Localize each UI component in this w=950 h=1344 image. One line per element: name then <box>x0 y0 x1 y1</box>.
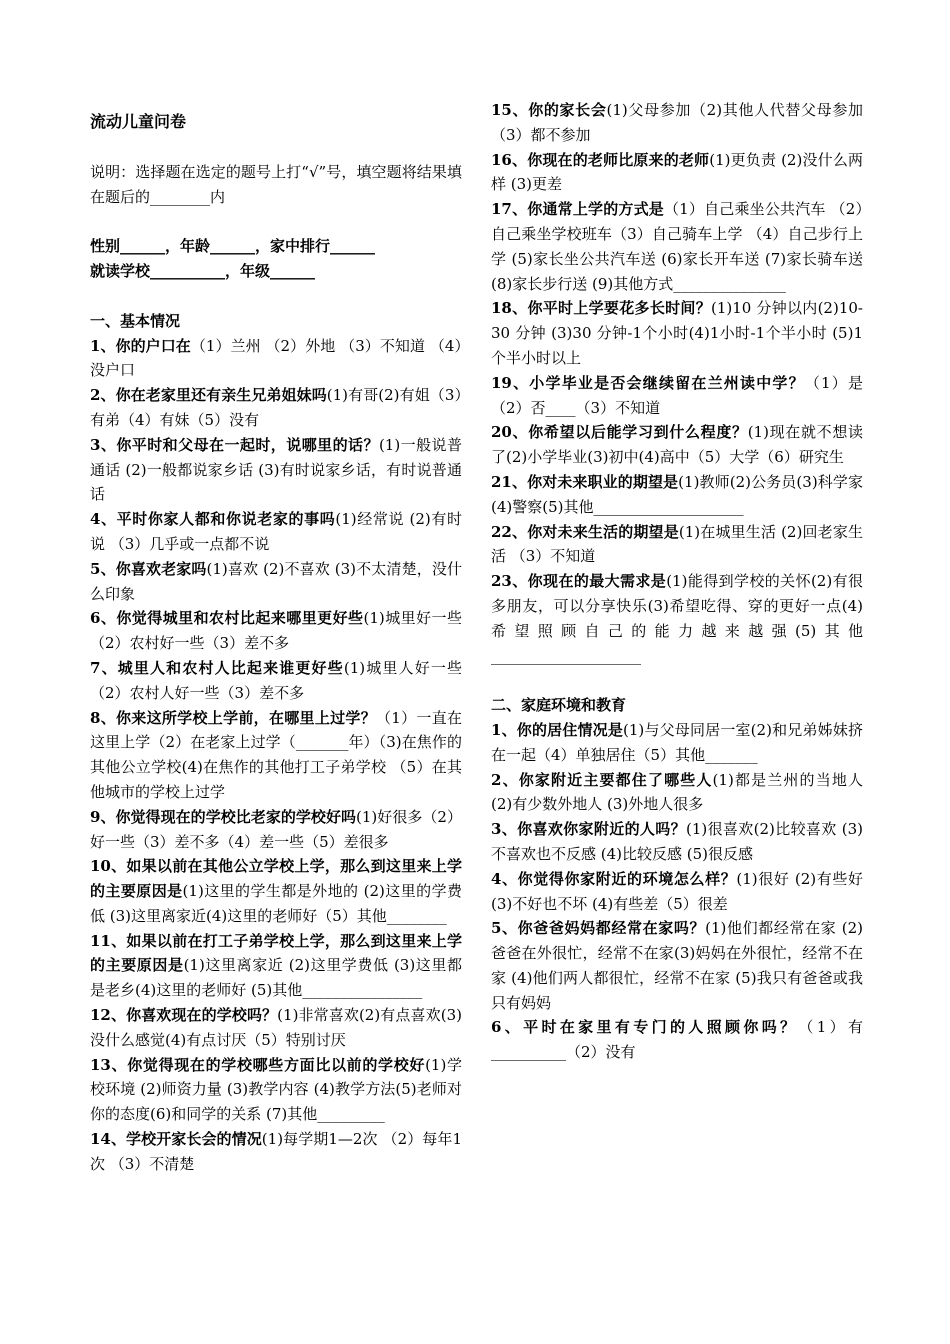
question-22 <box>491 520 863 570</box>
question-options: （1）自己乘坐公共汽车 （2）自己乘坐学校班车（3）自己骑车上学 （4）自己步行上学 (5)家长坐公共汽车送 (6)家长开车送 (7)家长骑车送 (8)家长步行送 (9)其他方式_______________ <box>491 200 863 293</box>
question-21 <box>491 470 863 520</box>
question-options: (1)喜欢 (2)不喜欢 (3)不太清楚，没什么印象 <box>90 559 462 603</box>
question-12 <box>90 1003 462 1053</box>
question-text: 2、你家附近主要都住了哪些人 <box>491 770 713 789</box>
question-text: 8、你来这所学校上学前，在哪里上过学？ <box>90 708 376 727</box>
question-text: 14、学校开家长会的情况 <box>90 1130 262 1149</box>
question-text: 4、平时你家人都和你说老家的事吗 <box>90 510 336 529</box>
question-4 <box>90 507 462 557</box>
family-question-6 <box>491 1015 863 1065</box>
question-9 <box>90 805 462 855</box>
question-text: 21、你对未来职业的期望是 <box>491 472 679 491</box>
question-options: (1)城里好一些（2）农村好一些（3）差不多 <box>90 609 462 653</box>
question-text: 17、你通常上学的方式是 <box>491 200 664 219</box>
instructions: 说明：选择题在选定的题号上打“√”号，填空题将结果填在题后的________内 <box>90 162 462 206</box>
question-options: (1)他们都经常在家 (2)爸爸在外很忙，经常不在家(3)妈妈在外很忙，经常不在家 (4)他们两人都很忙，经常不在家 (5)我只有爸爸或我只有妈妈 <box>491 919 863 1012</box>
question-options: (1)学校环境 (2)师资力量 (3)教学内容 (4)教学方法(5)老师对你的态度(6)和同学的关系 (7)其他_________ <box>90 1055 462 1124</box>
question-7 <box>90 656 462 706</box>
question-options: (1)一般说普通话 (2)一般都说家乡话 (3)有时说家乡话，有时说普通话 <box>90 435 462 504</box>
question-options: (1)经常说 (2)有时说 （3）几乎或一点都不说 <box>90 510 462 553</box>
question-text: 6、你觉得城里和农村比起来哪里更好些 <box>90 609 364 628</box>
question-text: 7、城里人和农村人比起来谁更好些 <box>90 658 344 677</box>
question-options: (1)好很多（2）好一些（3）差不多（4）差一些（5）差很多 <box>90 807 462 851</box>
question-text: 16、你现在的老师比原来的老师 <box>491 150 710 169</box>
question-text: 10、如果以前在其他公立学校上学，那么到这里来上学的主要原因是 <box>90 857 462 901</box>
question-text: 19、小学毕业是否会继续留在兰州读中学？ <box>491 373 805 392</box>
question-text: 18、你平时上学要花多长时间？ <box>491 299 711 318</box>
question-14 <box>90 1127 462 1177</box>
question-text: 9、你觉得现在的学校比老家的学校好吗 <box>90 807 357 826</box>
family-question-4 <box>491 867 863 917</box>
question-18 <box>491 296 863 370</box>
question-1 <box>90 334 462 384</box>
question-13 <box>90 1053 462 1127</box>
question-options: （1）是 （2）否____（3）不知道 <box>491 373 863 417</box>
question-text: 5、你喜欢老家吗 <box>90 559 207 578</box>
question-options: （1）兰州 （2）外地 （3）不知道 （4）没户口 <box>90 336 462 380</box>
question-options: (1)很好 (2)有些好 (3)不好也不坏 (4)有些差（5）很差 <box>491 869 863 913</box>
question-text: 1、你的户口在 <box>90 336 191 355</box>
question-options: (1)很喜欢(2)比较喜欢 (3)不喜欢也不反感 (4)比较反感 (5)很反感 <box>491 820 863 863</box>
question-15 <box>491 98 863 148</box>
family-question-3 <box>491 817 863 867</box>
question-options: (1)在城里生活 (2)回老家生活 （3）不知道 <box>491 522 863 566</box>
question-11 <box>90 929 462 1003</box>
section-heading-family: 二、家庭环境和教育 <box>491 696 627 715</box>
question-options: (1)父母参加（2)其他人代替父母参加 （3）都不参加 <box>491 101 863 144</box>
question-6 <box>90 606 462 656</box>
question-19 <box>491 371 863 421</box>
question-text: 3、你平时和父母在一起时，说哪里的话？ <box>90 435 379 454</box>
question-text: 2、你在老家里还有亲生兄弟姐妹吗 <box>90 386 327 405</box>
question-text: 1、你的居住情况是 <box>491 720 624 739</box>
question-16 <box>491 148 863 198</box>
question-20 <box>491 420 863 470</box>
info-line-1: 性别______，年龄______，家中排行______ <box>90 237 376 256</box>
question-options: （1）有__________（2）没有 <box>491 1018 863 1062</box>
section-heading-basic: 一、基本情况 <box>90 311 181 330</box>
question-text: 22、你对未来生活的期望是 <box>491 522 679 541</box>
question-10 <box>90 854 462 928</box>
question-options: （1）一直在这里上学（2）在老家上过学（_______年）（3)在焦作的其他公立学校(4)在焦作的其他打工子弟学校 （5）在其他城市的学校上过学 <box>90 708 462 801</box>
question-text: 6、平时在家里有专门的人照顾你吗？ <box>491 1018 799 1037</box>
question-text: 23、你现在的最大需求是 <box>491 572 667 591</box>
question-options: (1)有哥(2)有姐（3）有弟（4）有妹（5）没有 <box>90 386 462 429</box>
question-options: (1)与父母同居一室(2)和兄弟姊妹挤在一起（4）单独居住（5）其他_______ <box>491 720 863 764</box>
question-options: (1)10 分钟以内(2)10-30 分钟 (3)30 分钟-1个小时(4)1小时-1个半小时 (5)1个半小时以上 <box>491 299 863 367</box>
question-options: (1)能得到学校的关怀(2)有很多朋友，可以分享快乐(3)希望吃得、穿的更好一点(4)希望照顾自己的能力越来越强(5)其他____________________ <box>491 572 863 665</box>
question-options: (1)现在就不想读了(2)小学毕业(3)初中(4)高中（5）大学（6）研究生 <box>491 423 863 467</box>
question-5 <box>90 557 462 607</box>
question-options: (1)这里的学生都是外地的 (2)这里的学费低 (3)这里离家近(4)这里的老师好（5）其他________ <box>90 882 462 925</box>
question-8 <box>90 706 462 805</box>
question-3 <box>90 433 462 507</box>
document-title: 流动儿童问卷 <box>90 112 187 132</box>
question-text: 20、你希望以后能学习到什么程度？ <box>491 423 748 442</box>
question-text: 3、你喜欢你家附近的人吗？ <box>491 820 686 839</box>
question-options: (1)这里离家近 (2)这里学费低 (3)这里都是老乡(4)这里的老师好 (5)其他________________ <box>90 956 462 1000</box>
question-text: 13、你觉得现在的学校哪些方面比以前的学校好 <box>90 1055 426 1074</box>
question-options: (1)非常喜欢(2)有点喜欢(3)没什么感觉(4)有点讨厌（5）特别讨厌 <box>90 1006 462 1049</box>
question-options: (1)每学期1—2次 （2）每年1次 （3）不清楚 <box>90 1130 462 1173</box>
question-text: 15、你的家长会 <box>491 101 607 119</box>
question-17 <box>491 197 863 296</box>
question-text: 11、如果以前在打工子弟学校上学，那么到这里来上学的主要原因是 <box>90 931 462 975</box>
family-question-1 <box>491 718 863 768</box>
family-question-5 <box>491 916 863 1015</box>
family-question-2 <box>491 768 863 818</box>
question-options: (1)城里人好一些（2）农村人好一些（3）差不多 <box>90 658 462 702</box>
left-column <box>90 98 462 1177</box>
question-text: 12、你喜欢现在的学校吗？ <box>90 1006 278 1025</box>
question-text: 4、你觉得你家附近的环境怎么样？ <box>491 869 737 888</box>
question-text: 5、你爸爸妈妈都经常在家吗？ <box>491 919 706 938</box>
question-23 <box>491 569 863 668</box>
question-options: (1)更负责 (2)没什么两样 (3)更差 <box>491 150 863 194</box>
info-line-2: 就读学校__________，年级______ <box>90 262 316 281</box>
question-2 <box>90 383 462 433</box>
right-column <box>491 98 863 1065</box>
question-options: (1)教师(2)公务员(3)科学家(4)警察(5)其他____________________ <box>491 472 863 516</box>
question-options: (1)都是兰州的当地人 (2)有少数外地人 (3)外地人很多 <box>491 770 863 814</box>
